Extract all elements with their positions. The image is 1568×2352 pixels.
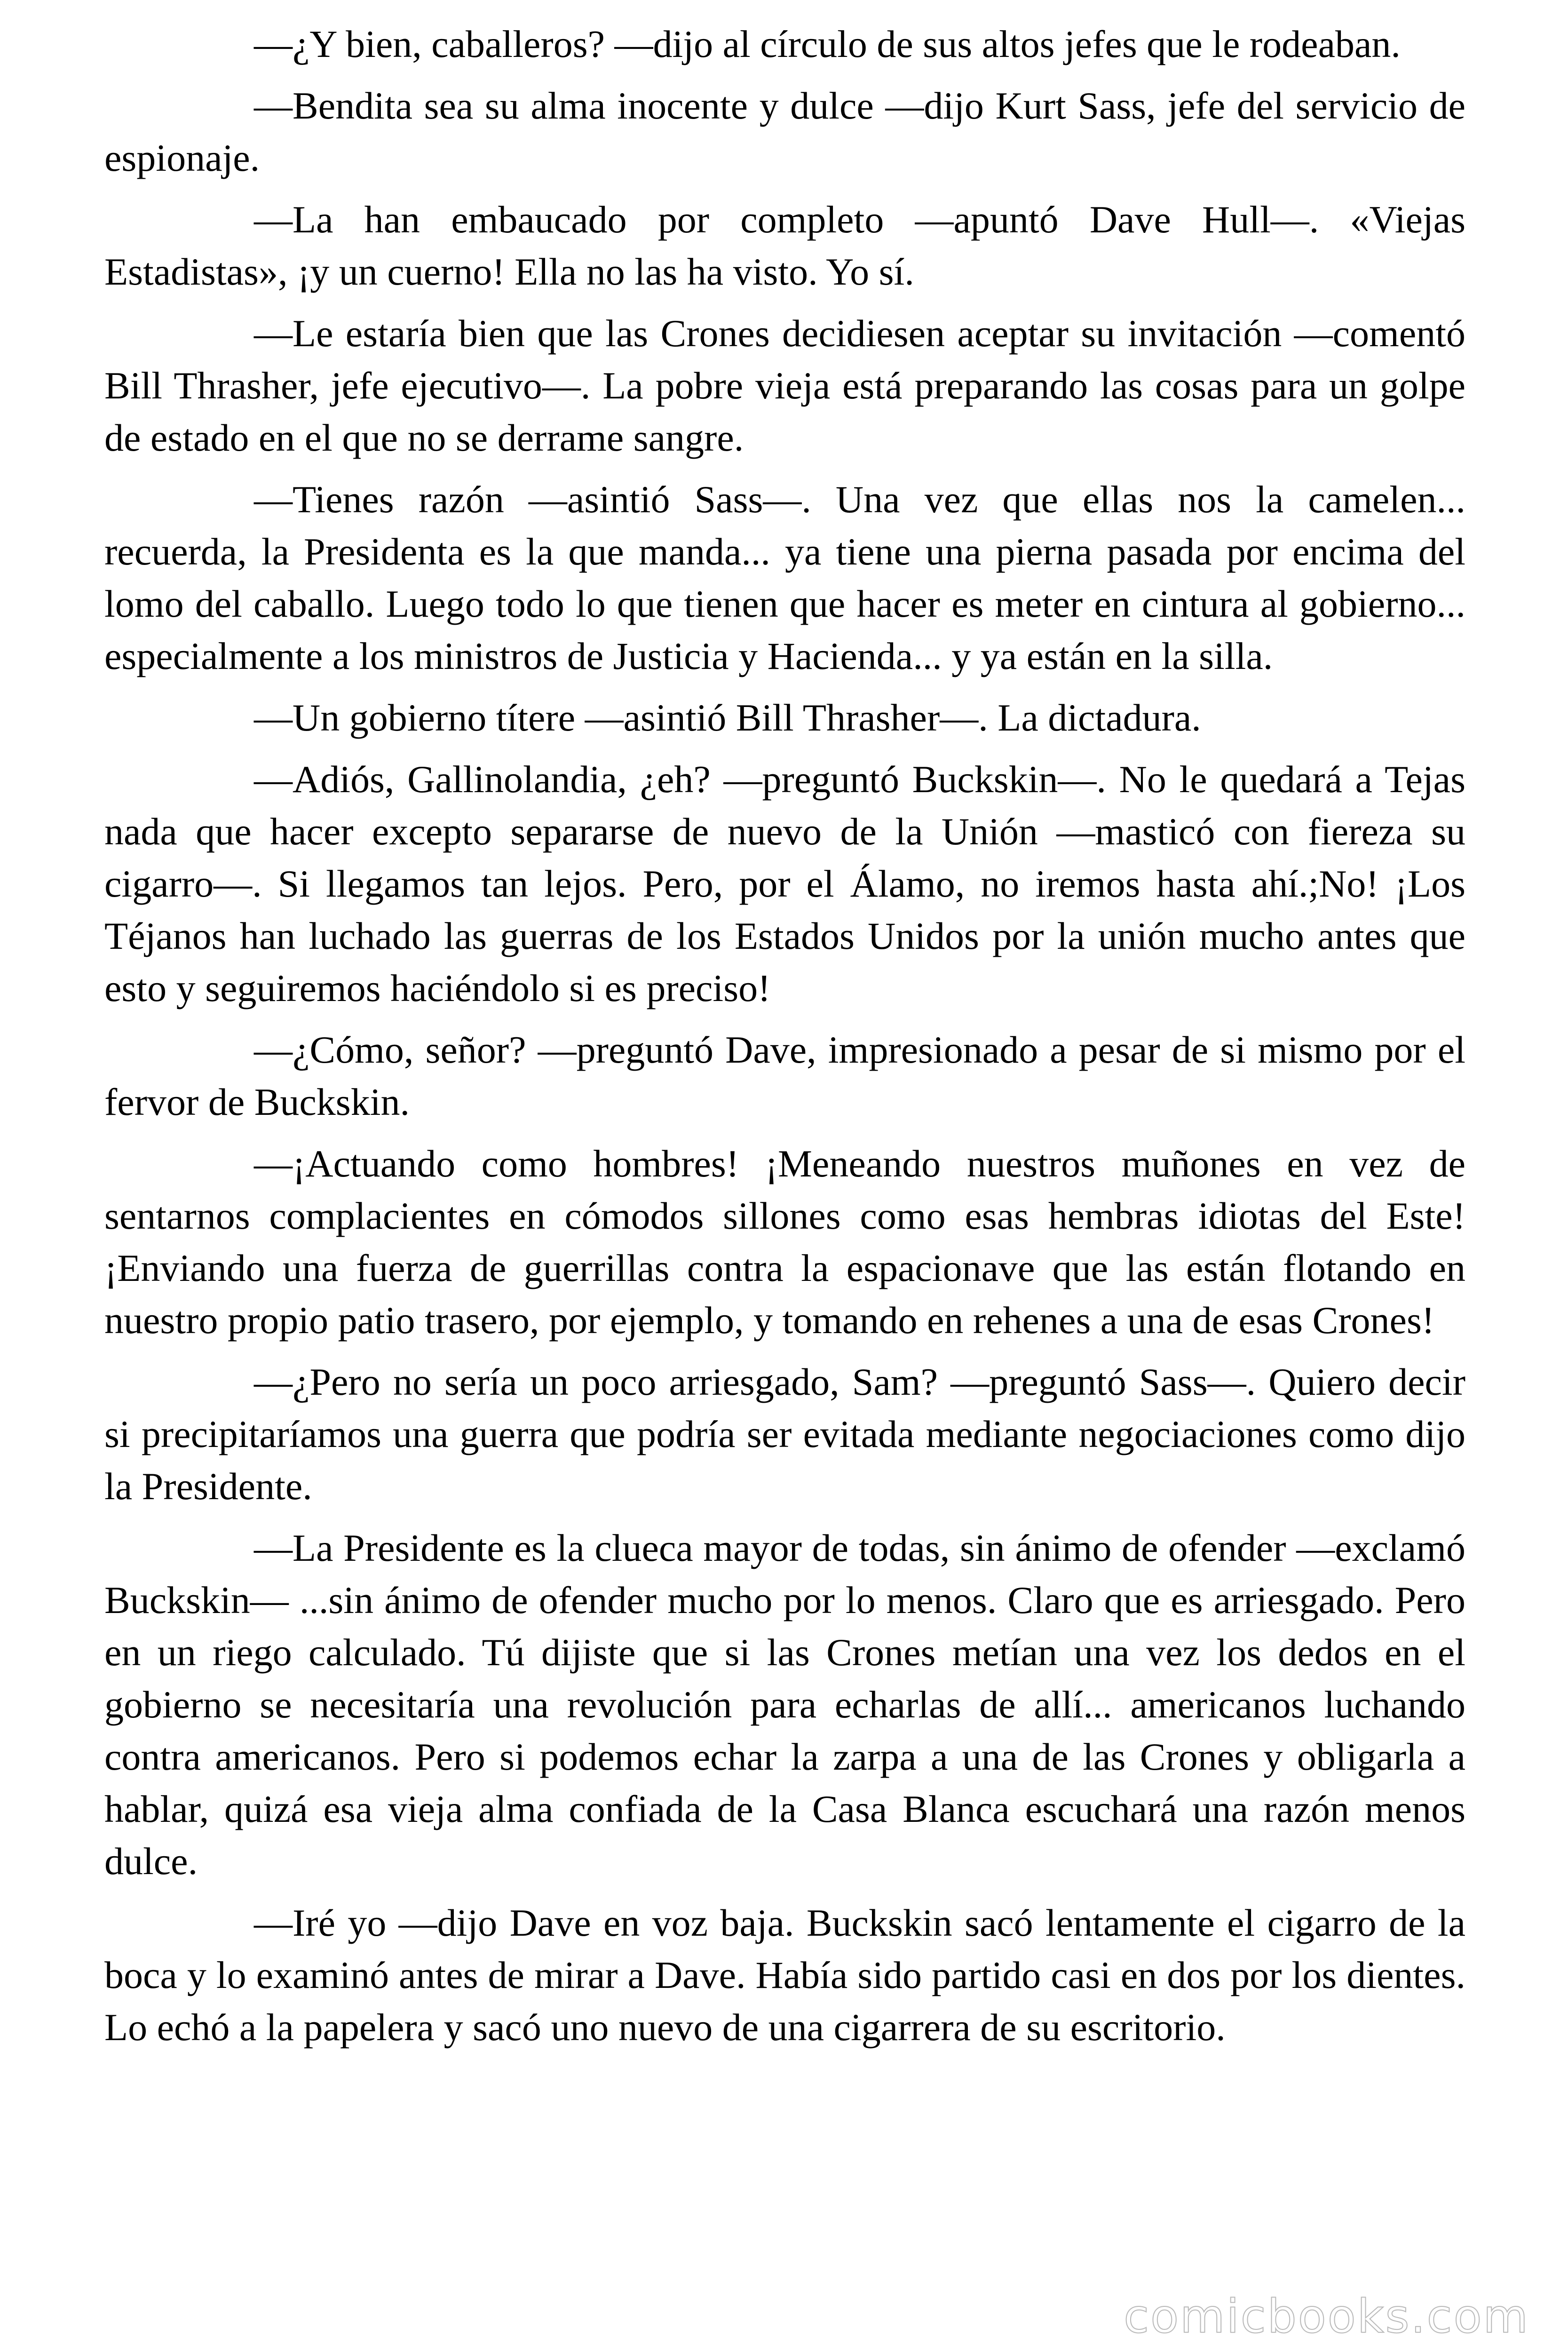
paragraph-4: —Le estaría bien que las Crones decidiesen aceptar su invitación —comentó Bill Thrasher, jefe ejecutivo—. La pobre vieja está preparando las cosas para un golpe de estado en el que no se derrame sangre. [104, 312, 1465, 459]
paragraph-2: —Bendita sea su alma inocente y dulce —dijo Kurt Sass, jefe del servicio de espionaje. [104, 84, 1465, 179]
paragraph-11: —La Presidente es la clueca mayor de todas, sin ánimo de ofender —exclamó Buckskin— ...sin ánimo de ofender mucho por lo menos. Claro que es arriesgado. Pero en un riego calculado. Tú dijiste que si las Crones metían una vez los dedos en el gobierno se necesitaría una revolución para echarlas de allí... americanos luchando contra americanos. Pero si podemos echar la zarpa a una de las Crones y obligarla a hablar, quizá esa vieja alma confiada de la Casa Blanca escuchará una razón menos dulce. [104, 1526, 1465, 1883]
paragraph-8: —¿Cómo, señor? —preguntó Dave, impresionado a pesar de si mismo por el fervor de Buckskin. [104, 1028, 1465, 1123]
paragraph-7: —Adiós, Gallinolandia, ¿eh? —preguntó Buckskin—. No le quedará a Tejas nada que hacer excepto separarse de nuevo de la Unión —masticó con fiereza su cigarro—. Si llegamos tan lejos. Pero, por el Álamo, no iremos hasta ahí.;No! ¡Los Téjanos han luchado las guerras de los Estados Unidos por la unión mucho antes que esto y seguiremos haciéndolo si es preciso! [104, 758, 1465, 1009]
paragraph-1: —¿Y bien, caballeros? —dijo al círculo de sus altos jefes que le rodeaban. [254, 23, 1401, 65]
paragraph-3: —La han embaucado por completo —apuntó Dave Hull—. «Viejas Estadistas», ¡y un cuerno! Ella no las ha visto. Yo sí. [104, 198, 1465, 293]
paragraph-6: —Un gobierno títere —asintió Bill Thrasher—. La dictadura. [254, 696, 1201, 739]
paragraph-12: —Iré yo —dijo Dave en voz baja. Buckskin sacó lentamente el cigarro de la boca y lo examinó antes de mirar a Dave. Había sido partido casi en dos por los dientes. Lo echó a la papelera y sacó uno nuevo de una cigarrera de su escritorio. [104, 1901, 1465, 2049]
paragraph-9: —¡Actuando como hombres! ¡Meneando nuestros muñones en vez de sentarnos complacientes en cómodos sillones como esas hembras idiotas del Este! ¡Enviando una fuerza de guerrillas contra la espacionave que las están flotando en nuestro propio patio trasero, por ejemplo, y tomando en rehenes a una de esas Crones! [104, 1142, 1465, 1342]
paragraph-10: —¿Pero no sería un poco arriesgado, Sam? —preguntó Sass—. Quiero decir si precipitaríamos una guerra que podría ser evitada mediante negociaciones como dijo la Presidente. [104, 1360, 1465, 1508]
watermark: comicbooks.com [1124, 2290, 1529, 2344]
paragraph-5: —Tienes razón —asintió Sass—. Una vez que ellas nos la camelen... recuerda, la Presidenta es la que manda... ya tiene una pierna pasada por encima del lomo del caballo. Luego todo lo que tienen que hacer es meter en cintura al gobierno... especialmente a los ministros de Justicia y Hacienda... y ya están en la silla. [104, 478, 1465, 677]
